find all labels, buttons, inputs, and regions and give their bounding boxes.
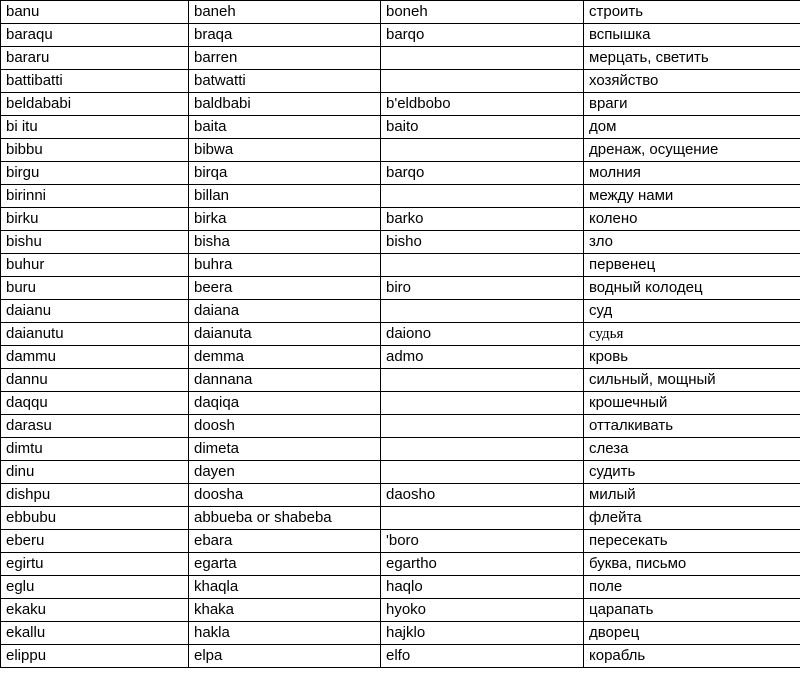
table-row (1, 415, 800, 438)
akkadian-word-cell: bi itu (1, 116, 189, 139)
syriac-word-cell: haqlo (381, 576, 584, 599)
table-row (1, 139, 800, 162)
table-row (1, 116, 800, 139)
aramaic-word-cell: batwatti (189, 70, 381, 93)
akkadian-word-cell: buru (1, 277, 189, 300)
akkadian-word-cell: daqqu (1, 392, 189, 415)
akkadian-word-cell: ekallu (1, 622, 189, 645)
aramaic-word-cell: ebara (189, 530, 381, 553)
table-row (1, 185, 800, 208)
russian-translation-cell: корабль (584, 645, 800, 668)
table-row (1, 208, 800, 231)
table-row (1, 346, 800, 369)
aramaic-word-cell: daiana (189, 300, 381, 323)
syriac-word-cell: hyoko (381, 599, 584, 622)
akkadian-word-cell: egirtu (1, 553, 189, 576)
akkadian-word-cell: ebbubu (1, 507, 189, 530)
syriac-word-cell (381, 507, 584, 530)
aramaic-word-cell: baita (189, 116, 381, 139)
russian-translation-cell: молния (584, 162, 800, 185)
syriac-word-cell: admo (381, 346, 584, 369)
aramaic-word-cell: abbueba or shabeba (189, 507, 381, 530)
akkadian-word-cell: daianutu (1, 323, 189, 346)
table-row (1, 277, 800, 300)
syriac-word-cell: baito (381, 116, 584, 139)
akkadian-word-cell: eberu (1, 530, 189, 553)
syriac-word-cell (381, 415, 584, 438)
akkadian-word-cell: dammu (1, 346, 189, 369)
akkadian-word-cell: darasu (1, 415, 189, 438)
akkadian-word-cell: dannu (1, 369, 189, 392)
aramaic-word-cell: daianuta (189, 323, 381, 346)
russian-translation-cell: мерцать, светить (584, 47, 800, 70)
syriac-word-cell (381, 254, 584, 277)
akkadian-word-cell: dimtu (1, 438, 189, 461)
syriac-word-cell: biro (381, 277, 584, 300)
akkadian-word-cell: dinu (1, 461, 189, 484)
table-row (1, 461, 800, 484)
table-row (1, 162, 800, 185)
syriac-word-cell: boneh (381, 1, 584, 24)
aramaic-word-cell: dayen (189, 461, 381, 484)
russian-translation-cell: царапать (584, 599, 800, 622)
table-row (1, 47, 800, 70)
table-row (1, 622, 800, 645)
table-row (1, 70, 800, 93)
russian-translation-cell: слеза (584, 438, 800, 461)
syriac-word-cell: b'eldbobo (381, 93, 584, 116)
akkadian-word-cell: bibbu (1, 139, 189, 162)
russian-translation-cell: буква, письмо (584, 553, 800, 576)
russian-translation-cell: кровь (584, 346, 800, 369)
table-row (1, 645, 800, 668)
table-row (1, 300, 800, 323)
russian-translation-cell: дворец (584, 622, 800, 645)
syriac-word-cell (381, 300, 584, 323)
table-row (1, 254, 800, 277)
syriac-word-cell: egartho (381, 553, 584, 576)
syriac-word-cell: barqo (381, 24, 584, 47)
syriac-word-cell (381, 392, 584, 415)
table-row (1, 1, 800, 24)
table-row (1, 484, 800, 507)
aramaic-word-cell: khaqla (189, 576, 381, 599)
aramaic-word-cell: beera (189, 277, 381, 300)
russian-translation-cell: колено (584, 208, 800, 231)
aramaic-word-cell: birka (189, 208, 381, 231)
syriac-word-cell (381, 47, 584, 70)
akkadian-word-cell: ekaku (1, 599, 189, 622)
aramaic-word-cell: doosh (189, 415, 381, 438)
syriac-word-cell: daosho (381, 484, 584, 507)
aramaic-word-cell: dannana (189, 369, 381, 392)
syriac-word-cell: daiono (381, 323, 584, 346)
aramaic-word-cell: daqiqa (189, 392, 381, 415)
table-row (1, 599, 800, 622)
table-row (1, 507, 800, 530)
russian-translation-cell: строить (584, 1, 800, 24)
akkadian-word-cell: battibatti (1, 70, 189, 93)
russian-translation-cell: судить (584, 461, 800, 484)
akkadian-word-cell: birinni (1, 185, 189, 208)
akkadian-word-cell: elippu (1, 645, 189, 668)
syriac-word-cell (381, 185, 584, 208)
aramaic-word-cell: doosha (189, 484, 381, 507)
table-row (1, 231, 800, 254)
akkadian-word-cell: bishu (1, 231, 189, 254)
akkadian-word-cell: buhur (1, 254, 189, 277)
russian-translation-cell: милый (584, 484, 800, 507)
russian-translation-cell: дом (584, 116, 800, 139)
aramaic-word-cell: demma (189, 346, 381, 369)
syriac-word-cell: bisho (381, 231, 584, 254)
akkadian-word-cell: daianu (1, 300, 189, 323)
vocabulary-table-body (1, 1, 800, 668)
aramaic-word-cell: hakla (189, 622, 381, 645)
aramaic-word-cell: braqa (189, 24, 381, 47)
aramaic-word-cell: billan (189, 185, 381, 208)
aramaic-word-cell: baneh (189, 1, 381, 24)
syriac-word-cell: barqo (381, 162, 584, 185)
syriac-word-cell (381, 438, 584, 461)
akkadian-word-cell: eglu (1, 576, 189, 599)
syriac-word-cell (381, 369, 584, 392)
russian-translation-cell: крошечный (584, 392, 800, 415)
table-row (1, 369, 800, 392)
aramaic-word-cell: bisha (189, 231, 381, 254)
aramaic-word-cell: khaka (189, 599, 381, 622)
syriac-word-cell: 'boro (381, 530, 584, 553)
table-row (1, 438, 800, 461)
aramaic-word-cell: dimeta (189, 438, 381, 461)
russian-translation-cell: отталкивать (584, 415, 800, 438)
aramaic-word-cell: bibwa (189, 139, 381, 162)
table-row (1, 392, 800, 415)
table-row (1, 553, 800, 576)
syriac-word-cell: elfo (381, 645, 584, 668)
akkadian-word-cell: bararu (1, 47, 189, 70)
russian-translation-cell: сильный, мощный (584, 369, 800, 392)
akkadian-word-cell: banu (1, 1, 189, 24)
table-row (1, 93, 800, 116)
table-row (1, 24, 800, 47)
russian-translation-cell: пересекать (584, 530, 800, 553)
russian-translation-cell: поле (584, 576, 800, 599)
syriac-word-cell: barko (381, 208, 584, 231)
table-row (1, 530, 800, 553)
russian-translation-cell: хозяйство (584, 70, 800, 93)
russian-translation-cell: первенец (584, 254, 800, 277)
russian-translation-cell: зло (584, 231, 800, 254)
akkadian-word-cell: dishpu (1, 484, 189, 507)
aramaic-word-cell: barren (189, 47, 381, 70)
aramaic-word-cell: buhra (189, 254, 381, 277)
akkadian-word-cell: birku (1, 208, 189, 231)
syriac-word-cell (381, 139, 584, 162)
table-row (1, 576, 800, 599)
russian-translation-cell: водный колодец (584, 277, 800, 300)
russian-translation-cell: враги (584, 93, 800, 116)
russian-translation-cell: между нами (584, 185, 800, 208)
syriac-word-cell (381, 70, 584, 93)
akkadian-word-cell: baraqu (1, 24, 189, 47)
syriac-word-cell: hajklo (381, 622, 584, 645)
aramaic-word-cell: elpa (189, 645, 381, 668)
russian-translation-cell: суд (584, 300, 800, 323)
akkadian-word-cell: birgu (1, 162, 189, 185)
russian-translation-cell: судья (584, 323, 800, 346)
aramaic-word-cell: baldbabi (189, 93, 381, 116)
aramaic-word-cell: egarta (189, 553, 381, 576)
table-row (1, 323, 800, 346)
aramaic-word-cell: birqa (189, 162, 381, 185)
russian-translation-cell: вспышка (584, 24, 800, 47)
russian-translation-cell: флейта (584, 507, 800, 530)
syriac-word-cell (381, 461, 584, 484)
russian-translation-cell: дренаж, осущение (584, 139, 800, 162)
akkadian-word-cell: beldababi (1, 93, 189, 116)
